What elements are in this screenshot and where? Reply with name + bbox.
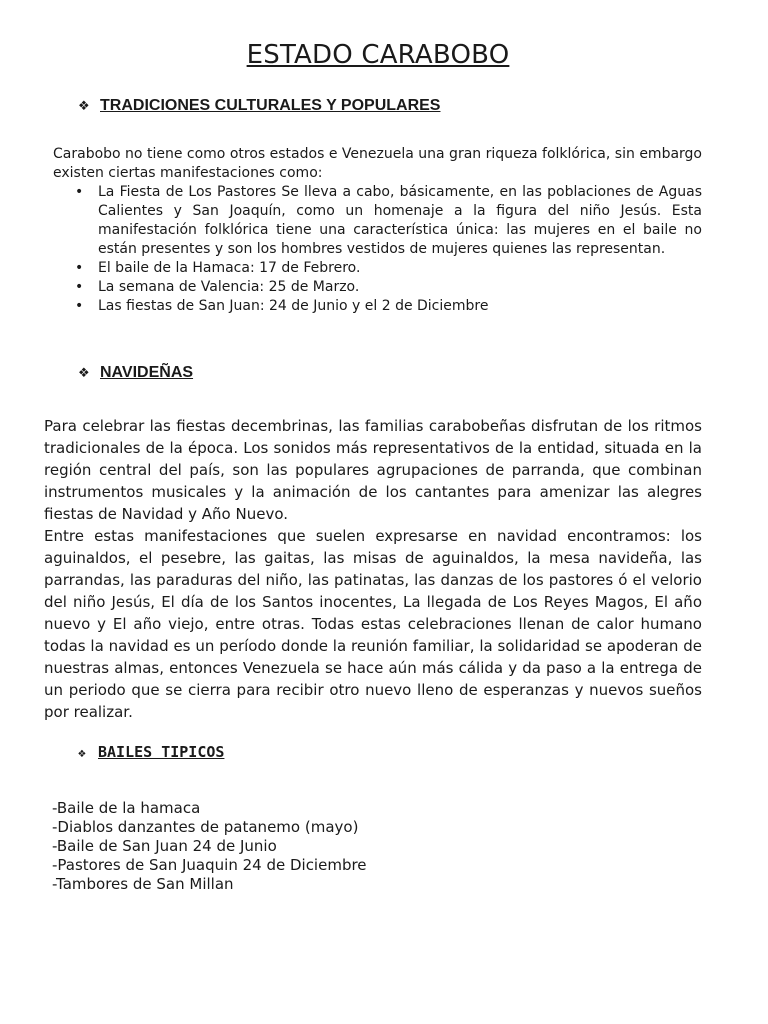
list-item-text: Las fiestas de San Juan: 24 de Junio y el 2 de Diciembre xyxy=(98,298,489,314)
bullet-icon: • xyxy=(75,260,84,276)
list-item-text: La semana de Valencia: 25 de Marzo. xyxy=(98,279,360,295)
bullet-icon: • xyxy=(75,279,84,295)
list-item: -Baile de San Juan 24 de Junio xyxy=(52,837,277,855)
tradiciones-intro: Carabobo no tiene como otros estados e Venezuela una gran riqueza folklórica, sin embargo existen ciertas manifestaciones como: xyxy=(53,146,702,181)
list-item xyxy=(53,259,702,278)
navidenas-paragraph-2: Entre estas manifestaciones que suelen expresarse en navidad encontramos: los aguinaldos, el pesebre, las gaitas, las misas de aguinaldos, la mesa navideña, las parrandas, las paraduras del niño, las patinatas, las danzas de los pastores ó el velorio del niño Jesús, El día de los Santos inocentes, La llegada de Los Reyes Magos, El año nuevo y El año viejo, entre otras. Todas estas celebraciones llenan de calor humano todas la navidad es un período donde la reunión familiar, la solidaridad se apoderan de nuestras almas, entonces Venezuela se hace aún más cálida y da paso a la entrega de un periodo que se cierra para recibir otro nuevo lleno de esperanzas y nuevos sueños por realizar. xyxy=(44,527,702,721)
list-item xyxy=(53,297,702,316)
list-item xyxy=(53,183,702,259)
bullet-icon: • xyxy=(75,184,84,200)
diamond-bullet-icon: ❖ xyxy=(78,98,90,113)
navidenas-paragraph-1: Para celebrar las fiestas decembrinas, las familias carabobeñas disfrutan de los ritmos tradicionales de la época. Los sonidos más representativos de la entidad, situada en la región central del país, son las populares agrupaciones de parranda, que combinan instrumentos musicales y la animación de los cantantes para amenizar las alegres fiestas de Navidad y Año Nuevo. xyxy=(44,417,702,523)
list-item: -Baile de la hamaca xyxy=(52,799,201,817)
section-heading-text: BAILES TIPICOS xyxy=(98,743,225,761)
bullet-icon: • xyxy=(75,298,84,314)
section-heading-bailes xyxy=(78,743,224,761)
diamond-bullet-icon: ❖ xyxy=(78,365,90,380)
list-item: -Pastores de San Juaquin 24 de Diciembre xyxy=(52,856,367,874)
section-heading-navidenas xyxy=(78,364,193,382)
page-title: ESTADO CARABOBO xyxy=(246,40,510,70)
list-item: -Tambores de San Millan xyxy=(52,875,234,893)
list-item xyxy=(53,278,702,297)
list-item-text: La Fiesta de Los Pastores Se lleva a cabo, básicamente, en las poblaciones de Aguas Calientes y San Joaquín, como un homenaje a la figura del niño Jesús. Esta manifestación folklórica tiene una característica única: las mujeres en el baile no están presentes y son los hombres vestidos de mujeres quienes las representan. xyxy=(98,184,702,257)
tradiciones-list xyxy=(53,183,702,316)
list-item: -Diablos danzantes de patanemo (mayo) xyxy=(52,818,359,836)
tradiciones-body xyxy=(53,145,702,316)
section-heading-tradiciones xyxy=(78,97,440,115)
navidenas-body xyxy=(44,415,702,723)
section-heading-text: NAVIDEÑAS xyxy=(100,364,194,381)
section-heading-text: TRADICIONES CULTURALES Y POPULARES xyxy=(100,97,441,114)
diamond-bullet-icon: ❖ xyxy=(78,746,86,761)
bailes-list xyxy=(52,799,367,894)
list-item-text: El baile de la Hamaca: 17 de Febrero. xyxy=(98,260,361,276)
